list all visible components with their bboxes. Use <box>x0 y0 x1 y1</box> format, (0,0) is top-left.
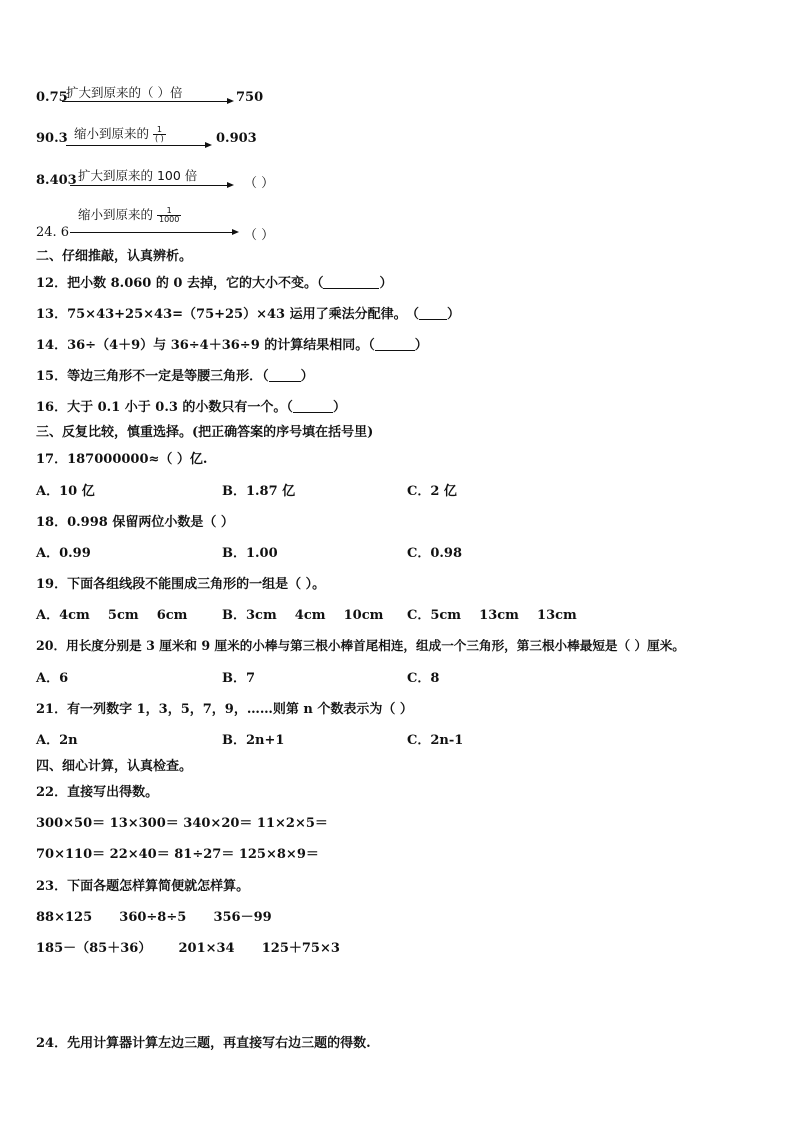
arrow3-left-value: 8.403 <box>36 173 77 188</box>
arrow1-head-icon <box>227 98 234 104</box>
q13-close-paren: ） <box>447 307 461 322</box>
q18-option-a[interactable]: A．0.99 <box>36 546 91 561</box>
q15-text: 15．等边三角形不一定是等腰三角形．（ <box>36 369 269 384</box>
q15 <box>36 365 314 384</box>
arrow2-right-value: 0.903 <box>216 131 257 146</box>
arrow2-fraction <box>153 126 166 143</box>
q12-text: 12．把小数 8.060 的 0 去掉，它的大小不变。（ <box>36 276 324 291</box>
q18: 18．0.998 保留两位小数是（ ） <box>36 515 234 530</box>
arrow4-label <box>78 205 181 224</box>
q18-option-c[interactable]: C．0.98 <box>407 546 463 561</box>
q14-answer-blank[interactable] <box>375 338 415 351</box>
q18-option-b[interactable]: B．1.00 <box>222 546 278 561</box>
q14-close-paren: ） <box>414 338 428 353</box>
arrow2-head-icon <box>205 142 212 148</box>
arrow3-head-icon <box>227 182 234 188</box>
q20-option-a[interactable]: A．6 <box>36 671 69 686</box>
q16-answer-blank[interactable] <box>293 400 333 413</box>
q21: 21．有一列数字 1，3，5，7，9，……则第 n 个数表示为（ ） <box>36 702 413 717</box>
q16 <box>36 396 346 415</box>
arrow4-right-value: （ ） <box>244 228 275 243</box>
q15-answer-blank[interactable] <box>269 369 301 382</box>
arrow2-label <box>74 124 166 143</box>
q20: 20．用长度分别是 3 厘米和 9 厘米的小棒与第三根小棒首尾相连，组成一个三角形，第三根小棒最短是（ ）厘米。 <box>36 638 685 653</box>
arrow1-label: 扩大到原来的（ ）倍 <box>66 85 183 100</box>
section2-heading: 二、仔细推敲，认真辨析。 <box>36 249 193 264</box>
arrow2-left-value: 90.3 <box>36 131 68 146</box>
simplify-row-2: 185－（85＋36） 201×34 125＋75×3 <box>36 941 340 956</box>
arrow1-right-value: 750 <box>236 90 264 105</box>
q12 <box>36 272 392 291</box>
arrow4-fraction <box>157 207 181 224</box>
arrow4-line <box>70 232 233 233</box>
arrow4-label-prefix: 缩小到原来的 <box>78 207 154 222</box>
arrow2-frac-num: 1 <box>153 126 166 135</box>
q14-text: 14．36÷（4＋9）与 36÷4＋36÷9 的计算结果相同。（ <box>36 338 375 353</box>
q19-option-b[interactable]: B．3cm 4cm 10cm <box>222 608 384 623</box>
q21-option-b[interactable]: B．2n+1 <box>222 733 285 748</box>
q22: 22．直接写出得数。 <box>36 785 159 800</box>
arrow1-line <box>62 101 228 102</box>
q17-option-a[interactable]: A．10 亿 <box>36 484 95 499</box>
arrow4-frac-num: 1 <box>157 207 181 216</box>
arrow3-label: 扩大到原来的 100 倍 <box>78 168 198 183</box>
q14 <box>36 334 428 353</box>
q17-option-b[interactable]: B．1.87 亿 <box>222 484 296 499</box>
arrow2-label-prefix: 缩小到原来的 <box>74 126 150 141</box>
arrow1-left-value: 0.75 <box>36 90 68 105</box>
section3-heading: 三、反复比较，慎重选择。(把正确答案的序号填在括号里) <box>36 425 374 440</box>
arrow2-frac-den: ( ) <box>155 134 164 143</box>
q15-close-paren: ） <box>300 369 314 384</box>
q19-option-a[interactable]: A．4cm 5cm 6cm <box>36 608 188 623</box>
q12-close-paren: ） <box>379 276 393 291</box>
q21-option-a[interactable]: A．2n <box>36 733 78 748</box>
arrow4-head-icon <box>232 229 239 235</box>
q20-option-c[interactable]: C．8 <box>407 671 440 686</box>
q16-text: 16．大于 0.1 小于 0.3 的小数只有一个。（ <box>36 400 293 415</box>
q16-close-paren: ） <box>332 400 346 415</box>
q24: 24．先用计算器计算左边三题，再直接写右边三题的得数. <box>36 1036 371 1051</box>
q13-answer-blank[interactable] <box>419 307 447 320</box>
q17-option-c[interactable]: C．2 亿 <box>407 484 457 499</box>
q13-open-paren: （ <box>406 307 420 322</box>
q13-answer <box>406 303 460 322</box>
q19: 19．下面各组线段不能围成三角形的一组是（ ）。 <box>36 577 326 592</box>
arrow3-line <box>70 185 228 186</box>
q19-option-c[interactable]: C．5cm 13cm 13cm <box>407 608 577 623</box>
arrow4-left-value: 24. 6 <box>36 225 70 240</box>
q12-answer-blank[interactable] <box>323 276 379 289</box>
calc-row-2: 70×110＝ 22×40＝ 81÷27＝ 125×8×9＝ <box>36 847 319 862</box>
q20-option-b[interactable]: B．7 <box>222 671 256 686</box>
arrow2-line <box>66 145 206 146</box>
arrow3-right-value: （ ） <box>244 176 275 191</box>
arrow4-frac-den: 1000 <box>159 215 180 224</box>
q17: 17．187000000≈（ ）亿. <box>36 452 208 467</box>
q13-text: 13．75×43+25×43=（75+25）×43 运用了乘法分配律。 <box>36 307 407 322</box>
calc-row-1: 300×50＝ 13×300＝ 340×20＝ 11×2×5＝ <box>36 816 328 831</box>
section4-heading: 四、细心计算，认真检查。 <box>36 759 193 774</box>
q21-option-c[interactable]: C．2n-1 <box>407 733 464 748</box>
q13 <box>36 303 407 322</box>
q23: 23．下面各题怎样算简便就怎样算。 <box>36 879 250 894</box>
simplify-row-1: 88×125 360÷8÷5 356－99 <box>36 910 272 925</box>
